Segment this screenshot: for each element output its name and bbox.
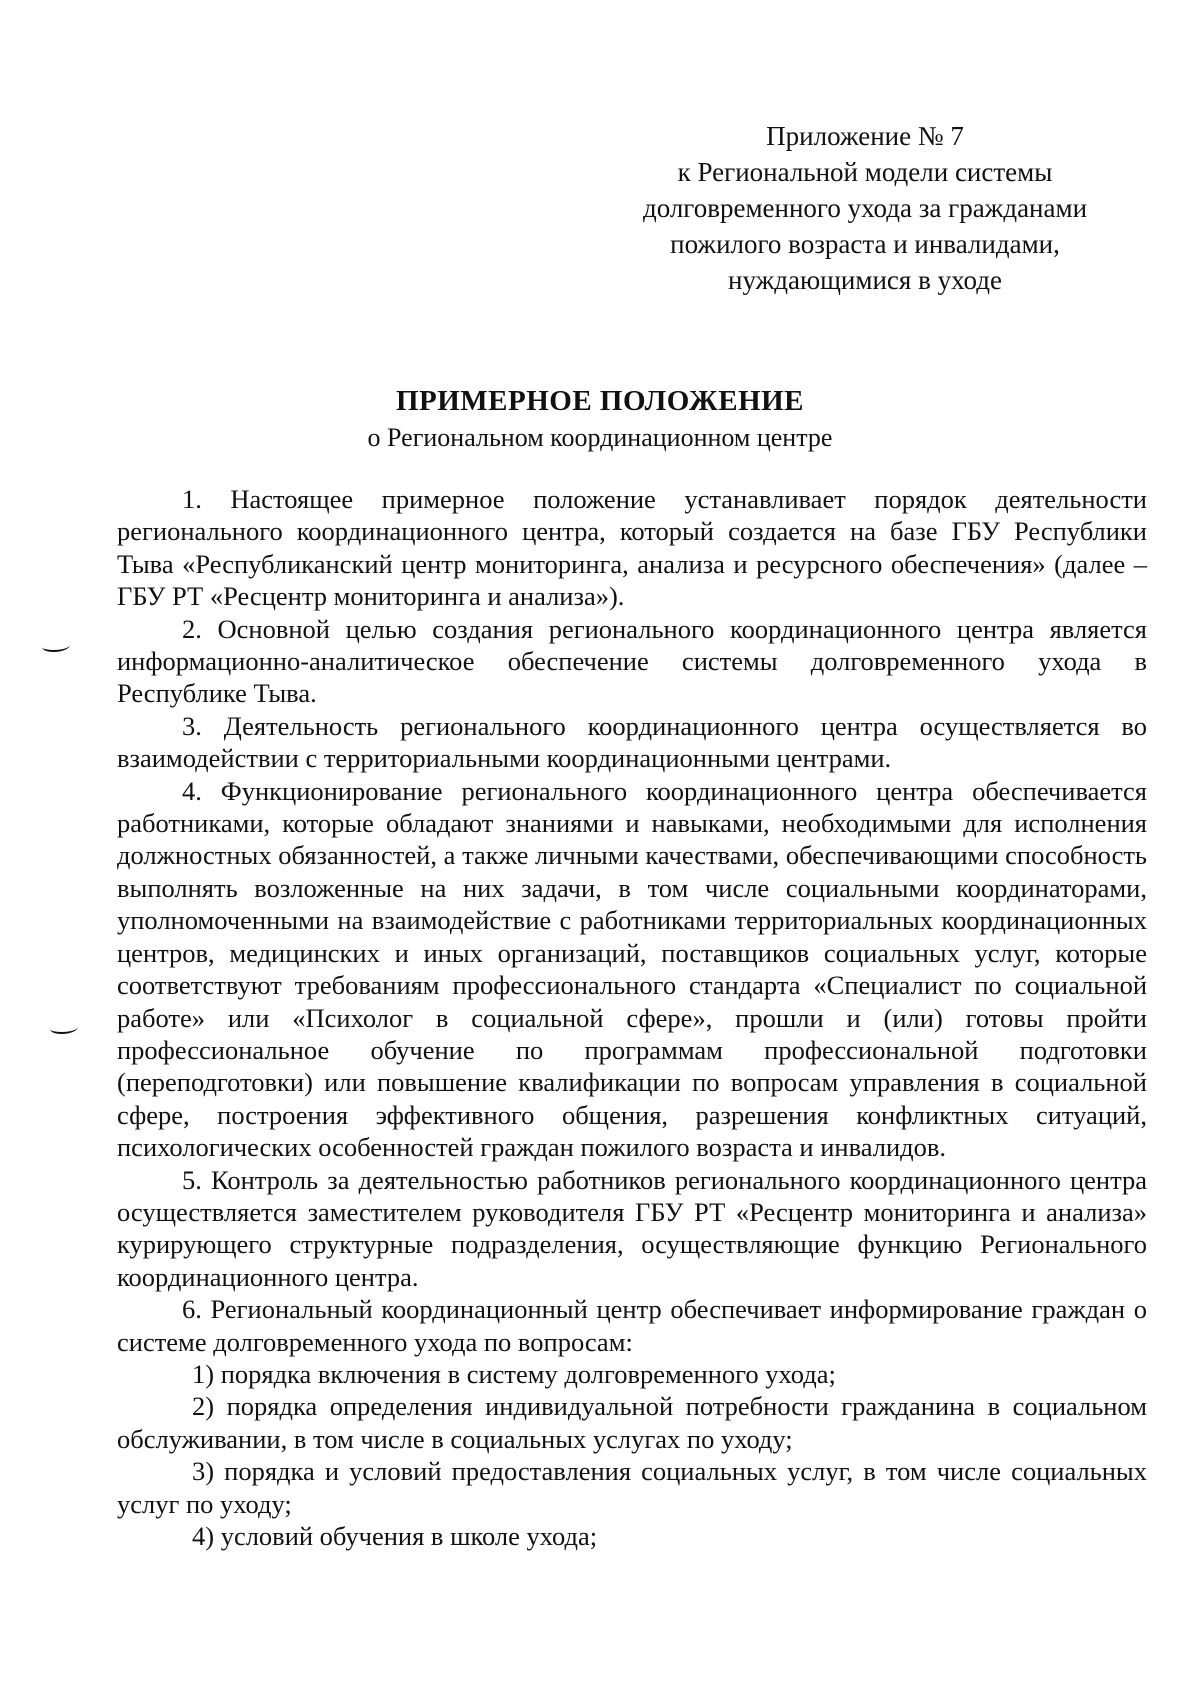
paragraph-5: 5. Контроль за деятельностью работников регионального координационного центра осуществляется заместителем руководителя ГБУ РТ «Ресцентр мониторинга и анализа» курирующего структурные подразделения, осуществляющие функцию Регионального координационного центра. [117, 1164, 1147, 1292]
pencil-mark [50, 1022, 78, 1034]
pencil-mark [42, 640, 70, 652]
appendix-line: долговременного ухода за гражданами [642, 193, 1088, 223]
paragraph-1: 1. Настоящее примерное положение устанавливает порядок деятельности регионального координационного центра, который создается на базе ГБУ Республики Тыва «Республиканский центр мониторинга, анализа и ресурсного обеспечения» (далее – ГБУ РТ «Ресцентр мониторинга и анализа»). [117, 484, 1147, 612]
document-body [117, 483, 1147, 1552]
paragraph-6: 6. Региональный координационный центр обеспечивает информирование граждан о системе долговременного ухода по вопросам: [117, 1294, 1147, 1357]
list-item-4: 4) условий обучения в школе ухода; [192, 1521, 598, 1551]
appendix-line: к Региональной модели системы [677, 157, 1053, 187]
list-item-2: 2) порядка определения индивидуальной потребности гражданина в социальном обслуживании, в том числе в социальных услугах по уходу; [117, 1391, 1147, 1454]
paragraph-4: 4. Функционирование регионального координационного центра обеспечивается работниками, которые обладают знаниями и навыками, необходимыми для исполнения должностных обязанностей, а также личными качествами, обеспечивающими способность выполнять возложенные на них задачи, в том числе социальными координаторами, уполномоченными на взаимодействие с работниками территориальных координационных центров, медицинских и иных организаций, поставщиков социальных услуг, которые соответствуют требованиям профессионального стандарта «Специалист по социальной работе» или «Психолог в социальной сфере», прошли и (или) готовы пройти профессиональное обучение по программам профессиональной подготовки (переподготовки) или повышение квалификации по вопросам управления в социальной сфере, построения эффективного общения, разрешения конфликтных ситуаций, психологических особенностей граждан пожилого возраста и инвалидов. [117, 775, 1147, 1163]
appendix-line: Приложение № 7 [766, 121, 964, 151]
list-item-3: 3) порядка и условий предоставления социальных услуг, в том числе социальных услуг по уходу; [117, 1456, 1147, 1519]
appendix-line: пожилого возраста и инвалидами, [670, 229, 1060, 259]
paragraph-3: 3. Деятельность регионального координационного центра осуществляется во взаимодействии с территориальными координационными центрами. [117, 710, 1147, 774]
document-title: ПРИМЕРНОЕ ПОЛОЖЕНИЕ [395, 385, 805, 417]
list-item-1: 1) порядка включения в систему долговременного ухода; [192, 1358, 836, 1389]
appendix-header [600, 118, 1130, 298]
document-subtitle: о Региональном координационном центре [367, 423, 833, 452]
paragraph-2: 2. Основной целью создания регионального координационного центра является информационно-аналитическое обеспечение системы долговременного ухода в Республике Тыва. [117, 613, 1147, 709]
appendix-line: нуждающимися в уходе [728, 265, 1002, 295]
